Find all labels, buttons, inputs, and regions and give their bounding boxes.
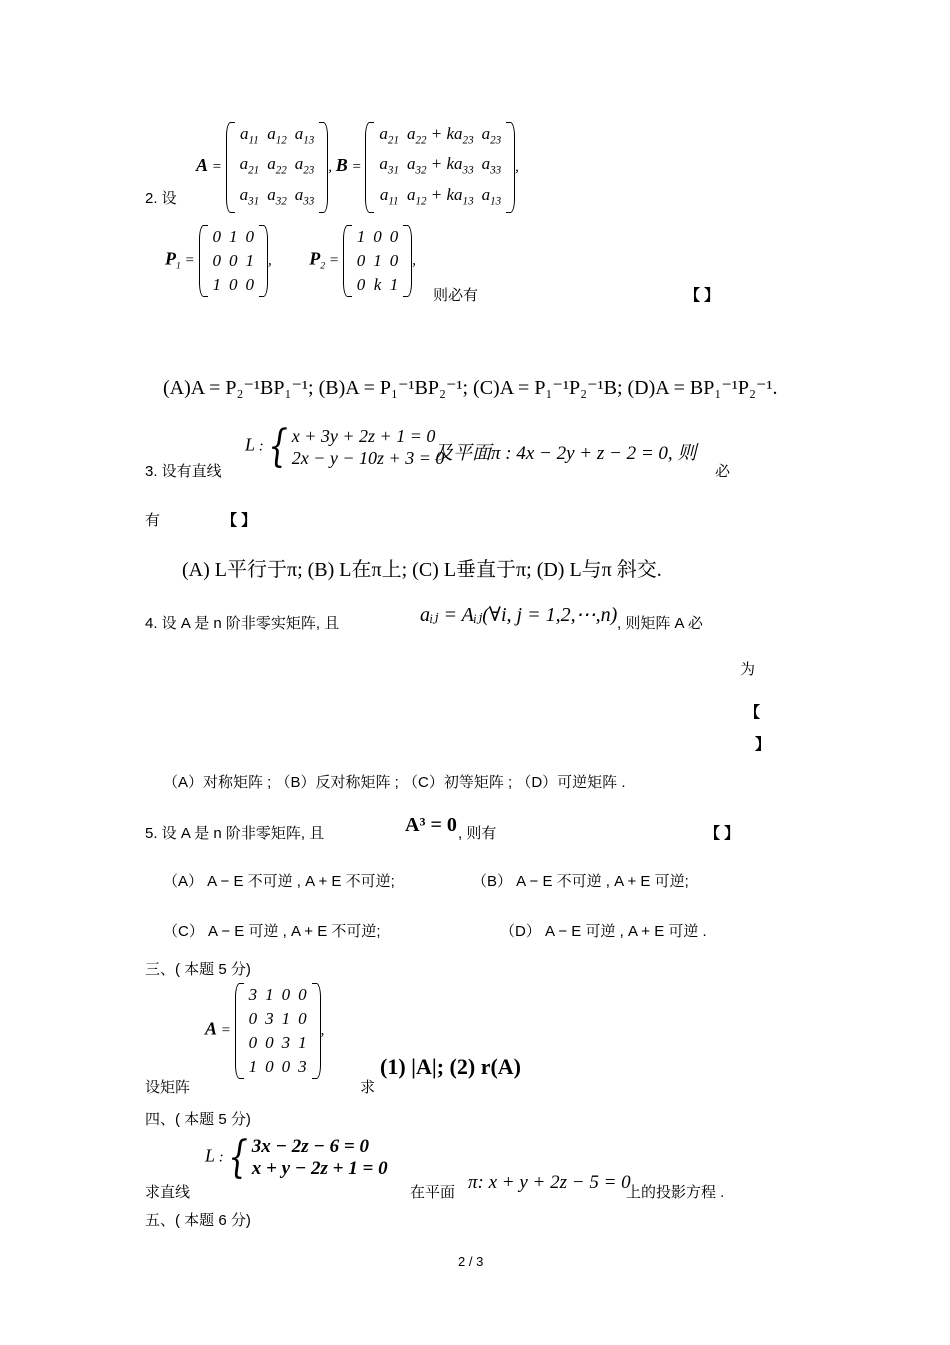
q3-you: 有 — [145, 512, 161, 529]
matrix-P1: 0 1 0 0 0 1 1 0 0 — [199, 225, 269, 297]
q5-option-d: （D） A − E 可逆 , A + E 可逆 . — [500, 923, 707, 940]
q3-line-eq1: x + 3y + 2z + 1 = 0 — [291, 426, 436, 446]
s3-qiu: 求 — [360, 1079, 376, 1096]
brace-icon: { — [267, 421, 288, 472]
q4-label: 4. 设 A 是 n 阶非零实矩阵, 且 — [145, 615, 340, 632]
q3-answer-bracket: 【 】 — [222, 512, 257, 529]
q3-label: 3. 设有直线 — [145, 463, 222, 480]
q5-answer-bracket: 【 】 — [705, 825, 740, 842]
q5-option-a: （A） A − E 不可逆 , A + E 不可逆; — [163, 873, 395, 890]
page-number: 2 / 3 — [458, 1254, 484, 1269]
q3-line-eq2: 2x − y − 10z + 3 = 0 — [291, 448, 445, 468]
q4-wei: 为 — [740, 661, 756, 678]
s4-eq2: x + y − 2z + 1 = 0 — [251, 1158, 388, 1179]
q2-matrices: A = $a_{11}$ $a_{12}$ $a_{13}$ $a_{21}$ $a_{22}$ $a_{23}$ $a_{31}$ $a_{32}$ $a_{33}$ , B = $a_{21}$ $a_{22} + ka_{23}$ $a_{23}$ $a_{31}$ $a_{32} + ka_{33}$ $a_{33}$ $a_{11}$ $a_{12} + ka_{13}$ $a_{13}$ , — [196, 122, 519, 213]
section-3-heading: 三、( 本题 5 分) — [145, 961, 251, 978]
q2-stem-tail: 则必有 — [433, 287, 479, 304]
q5-tail: , 则有 — [458, 825, 497, 842]
s4-tail: 上的投影方程 . — [626, 1184, 725, 1201]
q3-plane: 及平面π : 4x − 2y + z − 2 = 0, 则 — [434, 443, 697, 464]
q2-answer-bracket: 【 】 — [685, 287, 720, 304]
q2-permutation-matrices: $P_1$ = 0 1 0 0 0 1 1 0 0 , $P_2$ = 1 0 0 0 1 0 0 k 1 , — [165, 225, 416, 297]
q3-line-system: L :{ x + 3y + 2z + 1 = 0 2x − y − 10z + 3 = 0 — [245, 421, 445, 472]
section-4-heading: 四、( 本题 5 分) — [145, 1111, 251, 1128]
q3-options: (A) L平行于π; (B) L在π上; (C) L垂直于π; (D) L与π 斜交. — [182, 559, 662, 581]
s4-label: 求直线 — [145, 1184, 191, 1201]
matrix-A-4x4: 3 1 0 0 0 3 1 0 0 0 3 1 1 0 0 3 — [235, 983, 321, 1079]
q5-formula: A³ = 0 — [405, 814, 457, 836]
q5-option-b: （B） A − E 不可逆 , A + E 可逆; — [472, 873, 689, 890]
q5-option-c: （C） A − E 可逆 , A + E 不可逆; — [163, 923, 381, 940]
matrix-B: $a_{21}$ $a_{22} + ka_{23}$ $a_{23}$ $a_{31}$ $a_{32} + ka_{33}$ $a_{33}$ $a_{11}$ $a_{12} + ka_{13}$ $a_{13}$ — [365, 122, 515, 213]
q4-tail: , 则矩阵 A 必 — [617, 615, 703, 632]
q4-formula: aᵢⱼ = Aᵢⱼ(∀i, j = 1,2,⋯,n) — [420, 604, 618, 626]
q3-bi: 必 — [715, 463, 731, 480]
s3-label: 设矩阵 — [145, 1079, 191, 1096]
s3-ask: (1) |A|; (2) r(A) — [380, 1054, 522, 1079]
q2-options: (A)A = P₂⁻¹BP₁⁻¹; (B)A = P₁⁻¹BP₂⁻¹; (C)A = P₁⁻¹P₂⁻¹B; (D)A = BP₁⁻¹P₂⁻¹. — [163, 377, 778, 399]
s3-matrix: A = 3 1 0 0 0 3 1 0 0 0 3 1 1 0 0 3 , — [205, 983, 324, 1079]
q2-label: 2. 设 — [145, 190, 177, 207]
q4-options: （A）对称矩阵 ; （B）反对称矩阵 ; （C）初等矩阵 ; （D）可逆矩阵 . — [163, 774, 626, 791]
s4-plane-label: 在平面 — [410, 1184, 456, 1201]
matrix-P2: 1 0 0 0 1 0 0 k 1 — [343, 225, 413, 297]
brace-icon: { — [227, 1132, 248, 1183]
q4-bracket-right: 】 — [755, 736, 771, 753]
s4-plane: π: x + y + 2z − 5 = 0 — [468, 1172, 631, 1193]
section-5-heading: 五、( 本题 6 分) — [145, 1212, 251, 1229]
s4-eq1: 3x − 2z − 6 = 0 — [251, 1136, 370, 1157]
q4-bracket-left: 【 — [745, 704, 761, 721]
matrix-A: $a_{11}$ $a_{12}$ $a_{13}$ $a_{21}$ $a_{22}$ $a_{23}$ $a_{31}$ $a_{32}$ $a_{33}$ — [226, 122, 329, 213]
s4-line-system: L :{ 3x − 2z − 6 = 0 x + y − 2z + 1 = 0 — [205, 1132, 388, 1183]
q5-label: 5. 设 A 是 n 阶非零矩阵, 且 — [145, 825, 325, 842]
